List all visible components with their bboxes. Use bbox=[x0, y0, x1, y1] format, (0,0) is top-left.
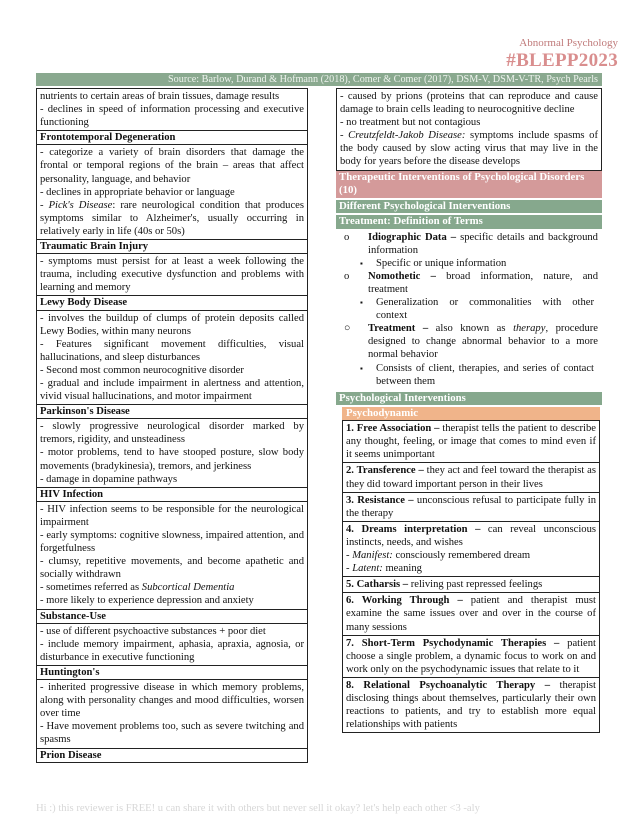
psychodynamic-item-1: 1. Free Association – therapist tells the patient to describe any thought, feeling, or image that comes to mind even if it seems unimportant bbox=[342, 420, 600, 463]
substance-line-2: - include memory impairment, aphasia, apraxia, agnosia, or disturbance in executive functioning bbox=[40, 638, 304, 663]
circle-bullet-icon: o bbox=[344, 231, 350, 243]
psychodynamic-item-7: 7. Short-Term Psychodynamic Therapies – patient choose a single problem, a dynamic focus to work on and work only on the psychodynamic issues that relate to it bbox=[342, 636, 600, 678]
psychodynamic-item-3: 3. Resistance – unconscious refusal to participate fully in the therapy bbox=[342, 493, 600, 522]
hiv-line-5: - more likely to experience depression and anxiety bbox=[40, 595, 254, 607]
substance-line-1: - use of different psychoactive substances + poor diet bbox=[40, 625, 266, 637]
huntington-box bbox=[36, 680, 308, 748]
frontotemporal-line-2: - declines in appropriate behavior or language bbox=[40, 186, 235, 198]
treatment-terms-title: Treatment: Definition of Terms bbox=[336, 215, 602, 229]
psychodynamic-item-8: 8. Relational Psychoanalytic Therapy – therapist disclosing things about themselves, particularly their own reactions to patients, and try to establish more equal relationships with patients bbox=[342, 678, 600, 733]
prion-title: Prion Disease bbox=[36, 749, 308, 763]
prion-line-1: - caused by prions (proteins that can reproduce and cause damage to brain cells leading to neurocognitive decline bbox=[340, 91, 598, 116]
intro-box bbox=[36, 88, 308, 131]
psychodynamic-item-5: 5. Catharsis – reliving past repressed feelings bbox=[342, 577, 600, 593]
subcortical-dementia-term: Subcortical Dementia bbox=[141, 582, 235, 594]
psychodynamic-item-6: 6. Working Through – patient and therapist must examine the same issues over and over in the course of many sessions bbox=[342, 593, 600, 635]
tbi-title: Traumatic Brain Injury bbox=[36, 240, 308, 254]
prion-line-3: - Creutzfeldt-Jakob Disease: symptoms include spasms of the body caused by slow acting virus that may live in the body for years before the disease develops bbox=[340, 130, 598, 168]
hiv-line-1: - HIV infection seems to be responsible for the neurological impairment bbox=[40, 503, 304, 528]
square-bullet-icon: ▪ bbox=[360, 258, 363, 268]
huntington-line-2: - Have movement problems too, such as severe twitching and spasms bbox=[40, 721, 304, 746]
right-column bbox=[336, 88, 602, 733]
intro-line-2: - declines in speed of information processing and executive functioning bbox=[40, 104, 304, 129]
lewy-box bbox=[36, 311, 308, 406]
psychodynamic-item-4: 4. Dreams interpretation – can reveal unconscious instincts, needs, and wishes - Manifest: consciously remembered dream - Latent: meaning bbox=[342, 522, 600, 577]
sub-item-treatment: ▪ Consists of client, therapies, and series of contact between them bbox=[360, 362, 594, 387]
therapeutic-interventions-title: Therapeutic Interventions of Psychological Disorders (10) bbox=[336, 171, 602, 198]
huntington-title: Huntington's bbox=[36, 666, 308, 680]
frontotemporal-line-1: - categorize a variety of brain disorders that damage the frontal or temporal regions of the brain – areas that affect personality, language, and behavior bbox=[40, 147, 304, 185]
sub-item-nomothetic: ▪ Generalization or commonalities with other context bbox=[360, 297, 594, 322]
hiv-box bbox=[36, 502, 308, 610]
substance-title: Substance-Use bbox=[36, 610, 308, 624]
cjd-term: Creutzfeldt-Jakob Disease: bbox=[348, 130, 466, 142]
manifest-line: - Manifest: consciously remembered dream bbox=[346, 550, 531, 562]
hiv-line-4: - sometimes referred as Subcortical Dementia bbox=[40, 582, 235, 594]
hiv-line-2: - early symptoms: cognitive slowness, impaired attention, and forgetfulness bbox=[40, 530, 304, 555]
prion-line-2: - no treatment but not contagious bbox=[340, 117, 481, 129]
psychodynamic-title: Psychodynamic bbox=[342, 407, 600, 420]
tbi-line-1: - symptoms must persist for at least a week following the trauma, including executive dysfunction and problems with learning and memory bbox=[40, 256, 304, 294]
parkinsons-title: Parkinson's Disease bbox=[36, 405, 308, 419]
tbi-box bbox=[36, 254, 308, 296]
parkinsons-line-1: - slowly progressive neurological disorder marked by tremors, rigidity, and unsteadiness bbox=[40, 421, 304, 446]
parkinsons-line-3: - damage in dopamine pathways bbox=[40, 473, 178, 485]
lewy-line-3: - Second most common neurocognitive disorder bbox=[40, 364, 244, 376]
psychodynamic-item-2: 2. Transference – they act and feel toward the therapist as they did toward important person in their lives bbox=[342, 463, 600, 492]
square-bullet-icon: ▪ bbox=[360, 298, 363, 308]
prion-continued-box bbox=[336, 88, 602, 171]
term-item-treatment: ○ Treatment – also known as therapy, procedure designed to change abnormal behavior to a more normal behavior bbox=[344, 323, 598, 361]
term-item-nomothetic: o Nomothetic – broad information, nature, and treatment bbox=[344, 270, 598, 295]
circle-bullet-icon: ○ bbox=[344, 323, 351, 335]
frontotemporal-title: Frontotemporal Degeneration bbox=[36, 131, 308, 145]
source-bar: Source: Barlow, Durand & Hofmann (2018), Comer & Comer (2017), DSM-V, DSM-V-TR, Psych Pearls bbox=[36, 73, 602, 86]
intro-line-1: nutrients to certain areas of brain tissues, damage results bbox=[40, 91, 280, 102]
frontotemporal-box bbox=[36, 145, 308, 240]
hiv-line-3: - clumsy, repetitive movements, and become apathetic and socially withdrawn bbox=[40, 556, 304, 581]
footer-note: Hi :) this reviewer is FREE! u can share it with others but never sell it okay? let's help each other <3 -aly bbox=[36, 803, 480, 814]
lewy-line-1: - involves the buildup of clumps of protein deposits called Lewy Bodies, within many neurons bbox=[40, 312, 304, 337]
sub-item-idiographic: ▪ Specific or unique information bbox=[360, 257, 507, 269]
picks-disease-term: Pick's Disease bbox=[48, 199, 113, 211]
circle-bullet-icon: o bbox=[344, 270, 350, 282]
terms-list bbox=[336, 229, 602, 390]
substance-box bbox=[36, 624, 308, 666]
huntington-line-1: - inherited progressive disease in which memory problems, along with personality changes and mood difficulties, worsen over time bbox=[40, 682, 304, 720]
latent-line: - Latent: meaning bbox=[346, 563, 422, 575]
lewy-line-4: - gradual and include impairment in alertness and attention, vivid visual hallucinations, and motor impairment bbox=[40, 377, 304, 403]
psych-interventions-title: Psychological Interventions bbox=[336, 392, 602, 406]
left-column bbox=[36, 88, 308, 763]
different-interventions-title: Different Psychological Interventions bbox=[336, 200, 602, 214]
lewy-title: Lewy Body Disease bbox=[36, 296, 308, 310]
header-hashtag: #BLEPP2023 bbox=[506, 50, 618, 71]
parkinsons-line-2: - motor problems, tend to have stooped posture, slow body movements (bradykinesia), tremors, and jerkiness bbox=[40, 447, 304, 472]
parkinsons-box bbox=[36, 419, 308, 487]
header-subject: Abnormal Psychology bbox=[519, 37, 618, 49]
hiv-title: HIV Infection bbox=[36, 488, 308, 502]
lewy-line-2: - Features significant movement difficulties, visual hallucinations, and sleep disturbances bbox=[40, 338, 304, 363]
term-item-idiographic: o Idiographic Data – specific details and background information bbox=[344, 231, 598, 256]
square-bullet-icon: ▪ bbox=[360, 363, 363, 373]
frontotemporal-line-3: - Pick's Disease: rare neurological condition that produces symptoms similar to Alzheimer's, usually occurring in relatively early in life (40s or 50s) bbox=[40, 199, 304, 237]
